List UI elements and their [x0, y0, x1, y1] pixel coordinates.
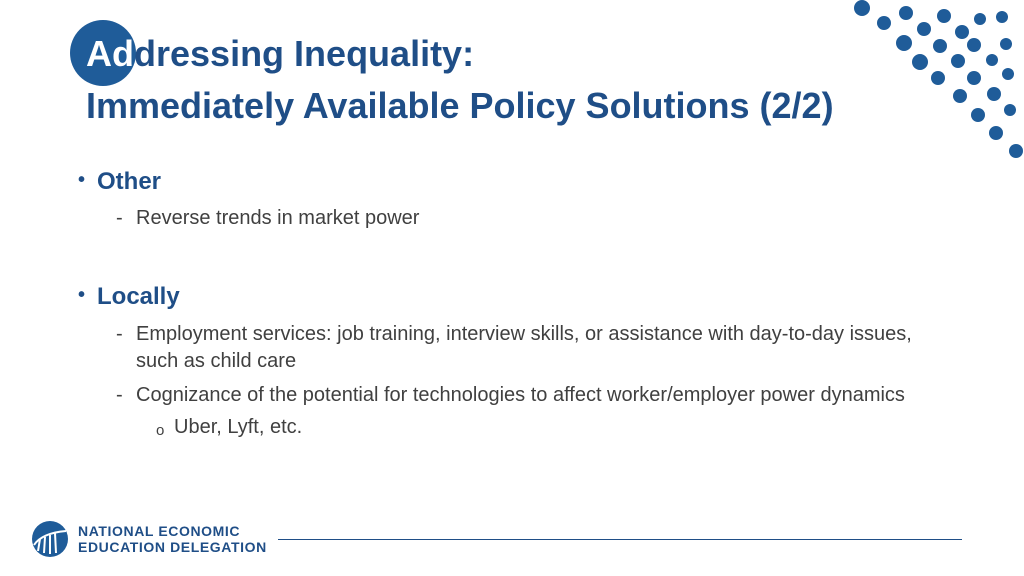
- list-item: [78, 205, 958, 232]
- list-item-text: Cognizance of the potential for technologies to affect worker/employer power dynamics: [136, 384, 905, 406]
- list-item: [78, 321, 958, 375]
- circle-bullet-icon: o: [156, 422, 165, 439]
- org-name: [78, 523, 267, 555]
- footer-divider: [278, 539, 962, 540]
- list-item: [78, 382, 958, 409]
- section-heading-locally: [78, 280, 958, 314]
- section-heading-label: Locally: [97, 283, 180, 310]
- sub-list-item: [78, 414, 958, 441]
- title-rest: dressing Inequality:: [134, 33, 475, 74]
- section-heading-label: Other: [97, 168, 162, 195]
- org-name-line-2: EDUCATION DELEGATION: [78, 539, 267, 555]
- sub-list-item-text: Uber, Lyft, etc.: [174, 416, 303, 438]
- dash-icon: -: [116, 323, 123, 345]
- dash-icon: -: [116, 384, 123, 406]
- title-line-2: Immediately Available Policy Solutions (2/2): [86, 85, 834, 126]
- dash-icon: -: [116, 207, 123, 229]
- list-item-text: Employment services: job training, interview skills, or assistance with day-to-day issues, such as child care: [136, 323, 912, 372]
- title-first-letters: Ad: [86, 33, 134, 74]
- globe-logo-icon: [30, 519, 70, 559]
- bullet-icon: •: [78, 284, 86, 306]
- slide-content: [78, 165, 958, 441]
- list-item-text: Reverse trends in market power: [136, 207, 420, 229]
- bullet-icon: •: [78, 169, 86, 191]
- dot-pattern-icon: [0, 0, 1024, 170]
- section-heading-other: [78, 165, 958, 199]
- org-name-line-1: NATIONAL ECONOMIC: [78, 523, 241, 539]
